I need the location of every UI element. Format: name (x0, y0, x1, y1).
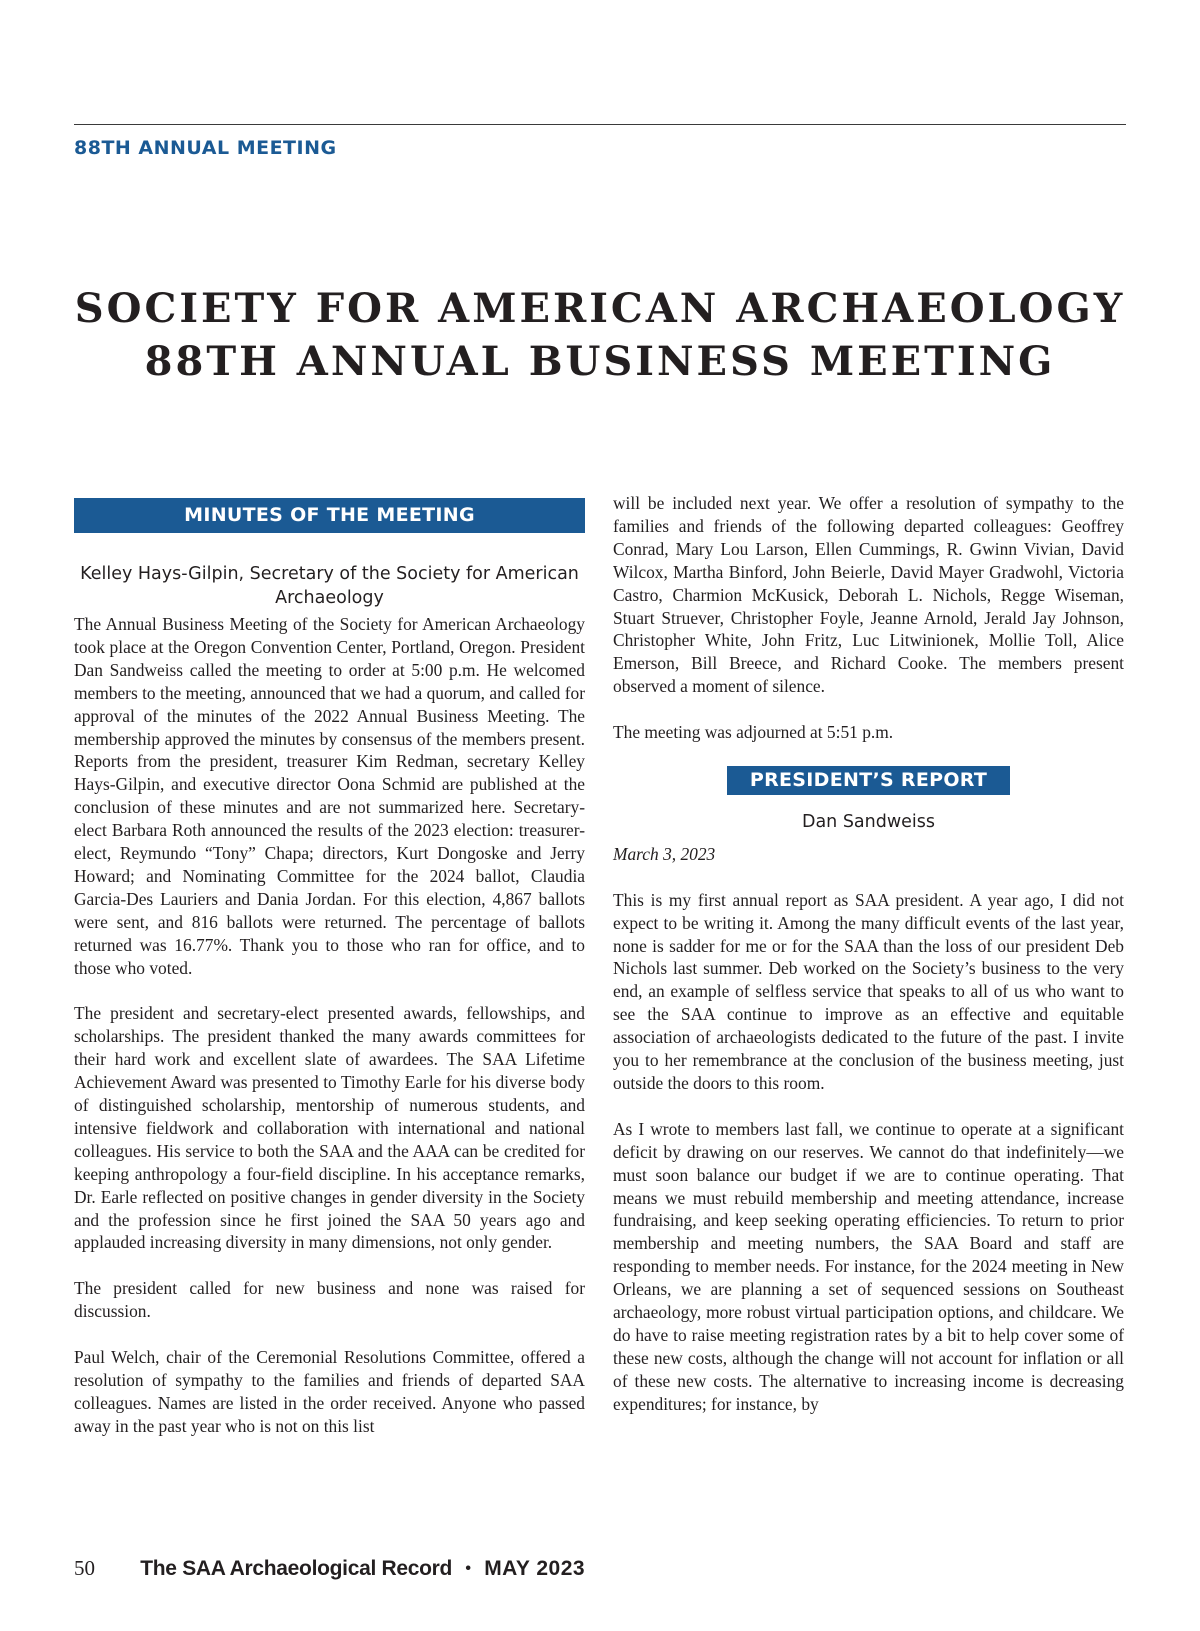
footer-separator: • (465, 1560, 471, 1577)
minutes-paragraph-3: The president called for new business and none was raised for discussion. (74, 1278, 585, 1322)
minutes-continued-paragraph: will be included next year. We offer a resolution of sympathy to the families and friends of the following departed colleagues: Geoffrey Conrad, Mary Lou Larson, Ellen Cummings, R. Gwinn Vivian, David Wilcox, Martha Binford, John Beierle, David Mayer Gradwohl, Victoria Castro, Charmion McKusick, Deborah L. Nichols, Regge Wiseman, Stuart Struever, Christopher Foyle, Jeanne Arnold, Jerald Jay Johnson, Christopher White, John Fritz, Luc Litwinionek, Mollie Toll, Alice Emerson, Bill Breece, and Richard Cooke. The members present observed a moment of silence. (613, 493, 1124, 697)
right-column (613, 492, 1124, 1416)
page-title-line-2: 88TH ANNUAL BUSINESS MEETING (144, 338, 1056, 385)
presidents-report-byline: Dan Sandweiss (801, 811, 936, 832)
minutes-paragraph-4: Paul Welch, chair of the Ceremonial Resolutions Committee, offered a resolution of sympathy to the families and friends of departed SAA colleagues. Names are listed in the order received. Anyone who passed away in the past year who is not on this list (74, 1346, 585, 1436)
report-paragraph-2: As I wrote to members last fall, we continue to operate at a significant deficit by drawing on our reserves. We cannot do that indefinitely—we must soon balance our budget if we are to continue operating. That means we must rebuild membership and meeting attendance, increase fundraising, and keep seeking operating efficiencies. To return to prior membership and meeting numbers, the SAA Board and staff are responding to member needs. For instance, for the 2024 meeting in New Orleans, we are planning a set of sequenced sessions on Southeast archaeology, more robust virtual participation options, and childcare. We do have to raise meeting registration rates by a bit to help cover some of these new costs, although the change will not account for inflation or all of these new costs. The alternative to increasing income is decreasing expenditures; for instance, by (613, 1118, 1124, 1414)
left-column (74, 498, 585, 1438)
report-date: March 3, 2023 (613, 843, 716, 864)
minutes-byline: Kelley Hays-Gilpin, Secretary of the Society for American Archaeology (80, 564, 579, 608)
page-number: 50 (74, 1556, 95, 1580)
minutes-paragraph-2: The president and secretary-elect presented awards, fellowships, and scholarships. The president thanked the many awards committees for their hard work and excellent slate of awardees. The SAA Lifetime Achievement Award was presented to Timothy Earle for his diverse body of distinguished scholarship, mentorship of numerous students, and intensive fieldwork and collaboration with international and national colleagues. His service to both the SAA and the AAA can be credited for keeping anthropology a four-field discipline. In his acceptance remarks, Dr. Earle reflected on positive changes in gender diversity in the Society and the profession since he first joined the SAA 50 years ago and applauded increasing diversity in many dimensions, not only gender. (74, 1003, 585, 1253)
adjourned-text: The meeting was adjourned at 5:51 p.m. (613, 722, 894, 743)
issue-date: MAY 2023 (484, 1557, 586, 1580)
presidents-report-heading: PRESIDENT’S REPORT (727, 766, 1010, 795)
publication-name: The SAA Archaeological Record (140, 1557, 453, 1580)
section-label: 88TH ANNUAL MEETING (74, 137, 337, 159)
page-footer (74, 1556, 585, 1581)
minutes-heading: MINUTES OF THE MEETING (74, 498, 585, 533)
page-title-line-1: SOCIETY FOR AMERICAN ARCHAEOLOGY (74, 285, 1126, 332)
report-paragraph-1: This is my first annual report as SAA president. A year ago, I did not expect to be writing it. Among the many difficult events of the last year, none is sadder for me or for the SAA than the loss of our president Deb Nichols last summer. Deb worked on the Society’s business to the very end, an example of selfless service that speaks to all of us who want to see the SAA continue to improve as an effective and equitable association of archaeologists dedicated to the future of the past. I invite you to her remembrance at the conclusion of the business meeting, just outside the doors to this room. (613, 889, 1124, 1093)
minutes-paragraph-1: The Annual Business Meeting of the Society for American Archaeology took place at the Oregon Convention Center, Portland, Oregon. President Dan Sandweiss called the meeting to order at 5:00 p.m. He welcomed members to the meeting, announced that we had a quorum, and called for approval of the minutes of the 2022 Annual Business Meeting. The membership approved the minutes by consensus of the members present. Reports from the president, treasurer Kim Redman, secretary Kelley Hays-Gilpin, and executive director Oona Schmid are published at the conclusion of these minutes and are not summarized here. Secretary-elect Barbara Roth announced the results of the 2023 election: treasurer-elect, Reymundo “Tony” Chapa; directors, Kurt Dongoske and Jerry Howard; and Nominating Committee for the 2024 ballot, Claudia Garcia-Des Lauriers and Dania Jordan. For this election, 4,867 ballots were sent, and 816 ballots were returned. The percentage of ballots returned was 16.77%. Thank you to those who ran for office, and to those who voted. (74, 614, 585, 978)
header-rule (74, 124, 1126, 125)
